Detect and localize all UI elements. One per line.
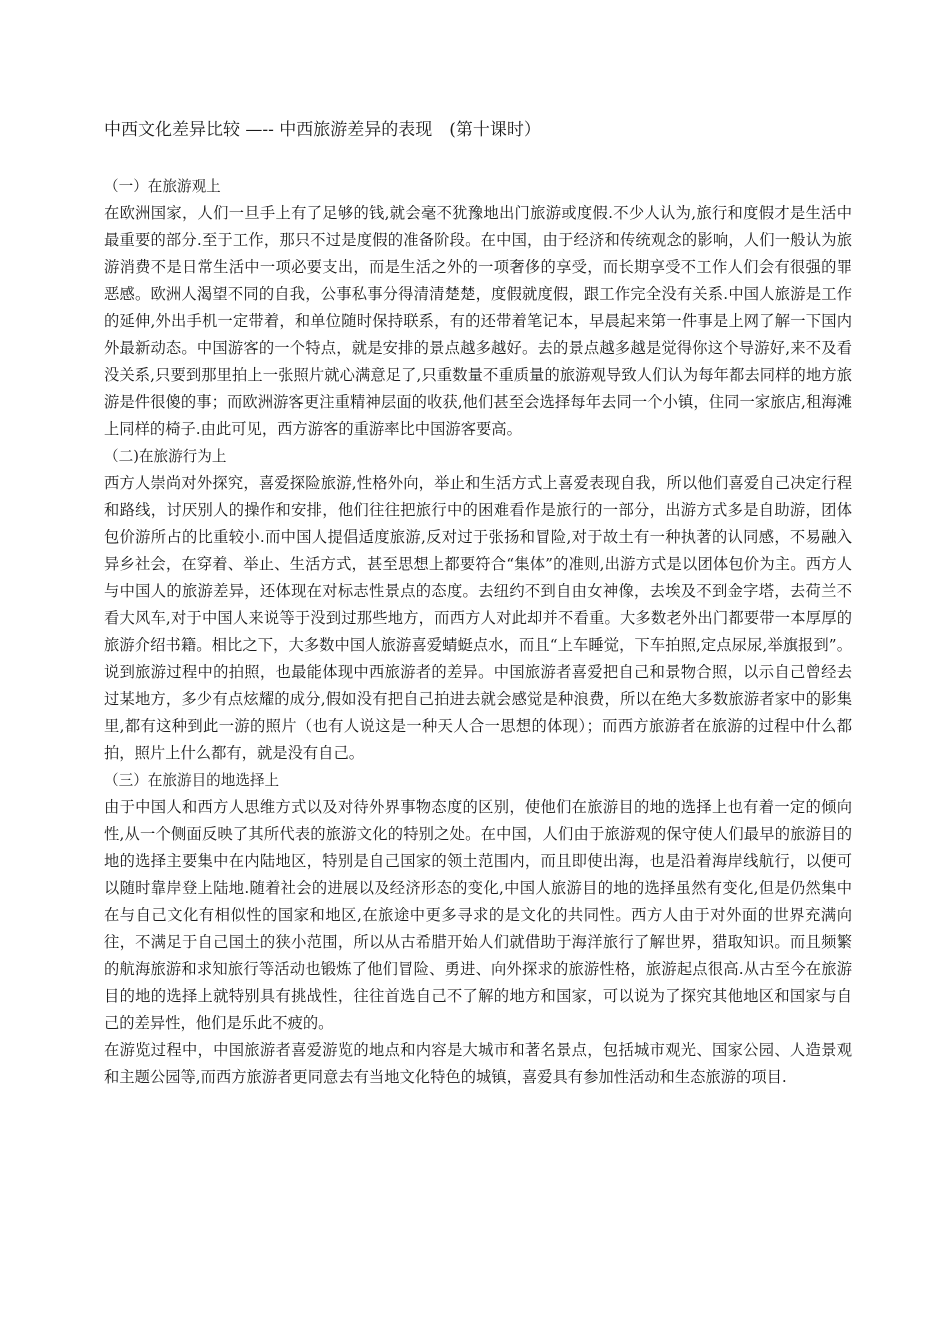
section-heading: （三）在旅游目的地选择上 [104, 772, 280, 789]
document-title: 中西文化差异比较 —-- 中西旅游差异的表现 (第十课时） [104, 120, 541, 140]
paragraph: 西方人崇尚对外探究，喜爱探险旅游,性格外向，举止和生活方式上喜爱表现自我，所以他们喜爱自己决定行程和路线，讨厌别人的操作和安排，他们往往把旅行中的困难看作是旅行的一部分，出游方式多是自助游，团体包价游所占的比重较小.而中国人提倡适度旅游,反对过于张扬和冒险,对于故土有一种执著的认同感，不易融入异乡社会，在穿着、举止、生活方式，甚至思想上都要符合“集体”的准则,出游方式是以团体包价为主。西方人与中国人的旅游差异，还体现在对标志性景点的态度。去纽约不到自由女神像，去埃及不到金字塔，去荷兰不看大风车,对于中国人来说等于没到过那些地方，而西方人对此却并不看重。大多数老外出门都要带一本厚厚的旅游介绍书籍。相比之下，大多数中国人旅游喜爱蜻蜓点水，而且“上车睡觉，下车拍照,定点尿尿,举旗报到”。说到旅游过程中的拍照，也最能体现中西旅游者的差异。中国旅游者喜爱把自己和景物合照，以示自己曾经去过某地方，多少有点炫耀的成分,假如没有把自己拍进去就会感觉是种浪费，所以在绝大多数旅游者家中的影集里,都有这种到此一游的照片（也有人说这是一种天人合一思想的体现）；而西方旅游者在旅游的过程中什么都拍，照片上什么都有，就是没有自己。 [104, 474, 852, 762]
section-heading: （一）在旅游观上 [104, 178, 221, 195]
section-tourism-behavior [104, 443, 852, 767]
paragraph: 在游览过程中，中国旅游者喜爱游览的地点和内容是大城市和著名景点，包括城市观光、国家公园、人造景观和主题公园等,而西方旅游者更同意去有当地文化特色的城镇，喜爱具有参加性活动和生态旅游的项目. [104, 1041, 852, 1086]
paragraph: 由于中国人和西方人思维方式以及对待外界事物态度的区别，使他们在旅游目的地的选择上也有着一定的倾向性,从一个侧面反映了其所代表的旅游文化的特别之处。在中国，人们由于旅游观的保守使人们最早的旅游目的地的选择主要集中在内陆地区，特别是自己国家的领土范围内，而且即使出海，也是沿着海岸线航行，以便可以随时靠岸登上陆地.随着社会的进展以及经济形态的变化,中国人旅游目的地的选择虽然有变化,但是仍然集中在与自己文化有相似性的国家和地区,在旅途中更多寻求的是文化的共同性。西方人由于对外面的世界充满向往，不满足于自己国土的狭小范围，所以从古希腊开始人们就借助于海洋旅行了解世界，猎取知识。而且频繁的航海旅游和求知旅行等活动也锻炼了他们冒险、勇进、向外探求的旅游性格，旅游起点很高.从古至今在旅游目的地的选择上就特别具有挑战性，往往首选自己不了解的地方和国家，可以说为了探究其他地区和国家与自己的差异性，他们是乐此不疲的。 [104, 798, 852, 1032]
section-tourism-concept [104, 173, 852, 443]
document-page [104, 115, 852, 1091]
section-destination-choice [104, 767, 852, 1091]
paragraph: 在欧洲国家，人们一旦手上有了足够的钱,就会毫不犹豫地出门旅游或度假.不少人认为,旅行和度假才是生活中最重要的部分.至于工作，那只不过是度假的准备阶段。在中国，由于经济和传统观念的影响，人们一般认为旅游消费不是日常生活中一项必要支出，而是生活之外的一项奢侈的享受，而长期享受不工作人们会有很强的罪恶感。欧洲人渴望不同的自我，公事私事分得清清楚楚，度假就度假，跟工作完全没有关系.中国人旅游是工作的延伸,外出手机一定带着，和单位随时保持联系，有的还带着笔记本，早晨起来第一件事是上网了解一下国内外最新动态。中国游客的一个特点，就是安排的景点越多越好。去的景点越多越是觉得你这个导游好,来不及看没关系,只要到那里拍上一张照片就心满意足了,只重数量不重质量的旅游观导致人们认为每年都去同样的地方旅游是件很傻的事；而欧洲游客更注重精神层面的收获,他们甚至会选择每年去同一个小镇，住同一家旅店,租海滩上同样的椅子.由此可见，西方游客的重游率比中国游客要高。 [104, 204, 852, 438]
section-heading: （二)在旅游行为上 [104, 448, 227, 465]
